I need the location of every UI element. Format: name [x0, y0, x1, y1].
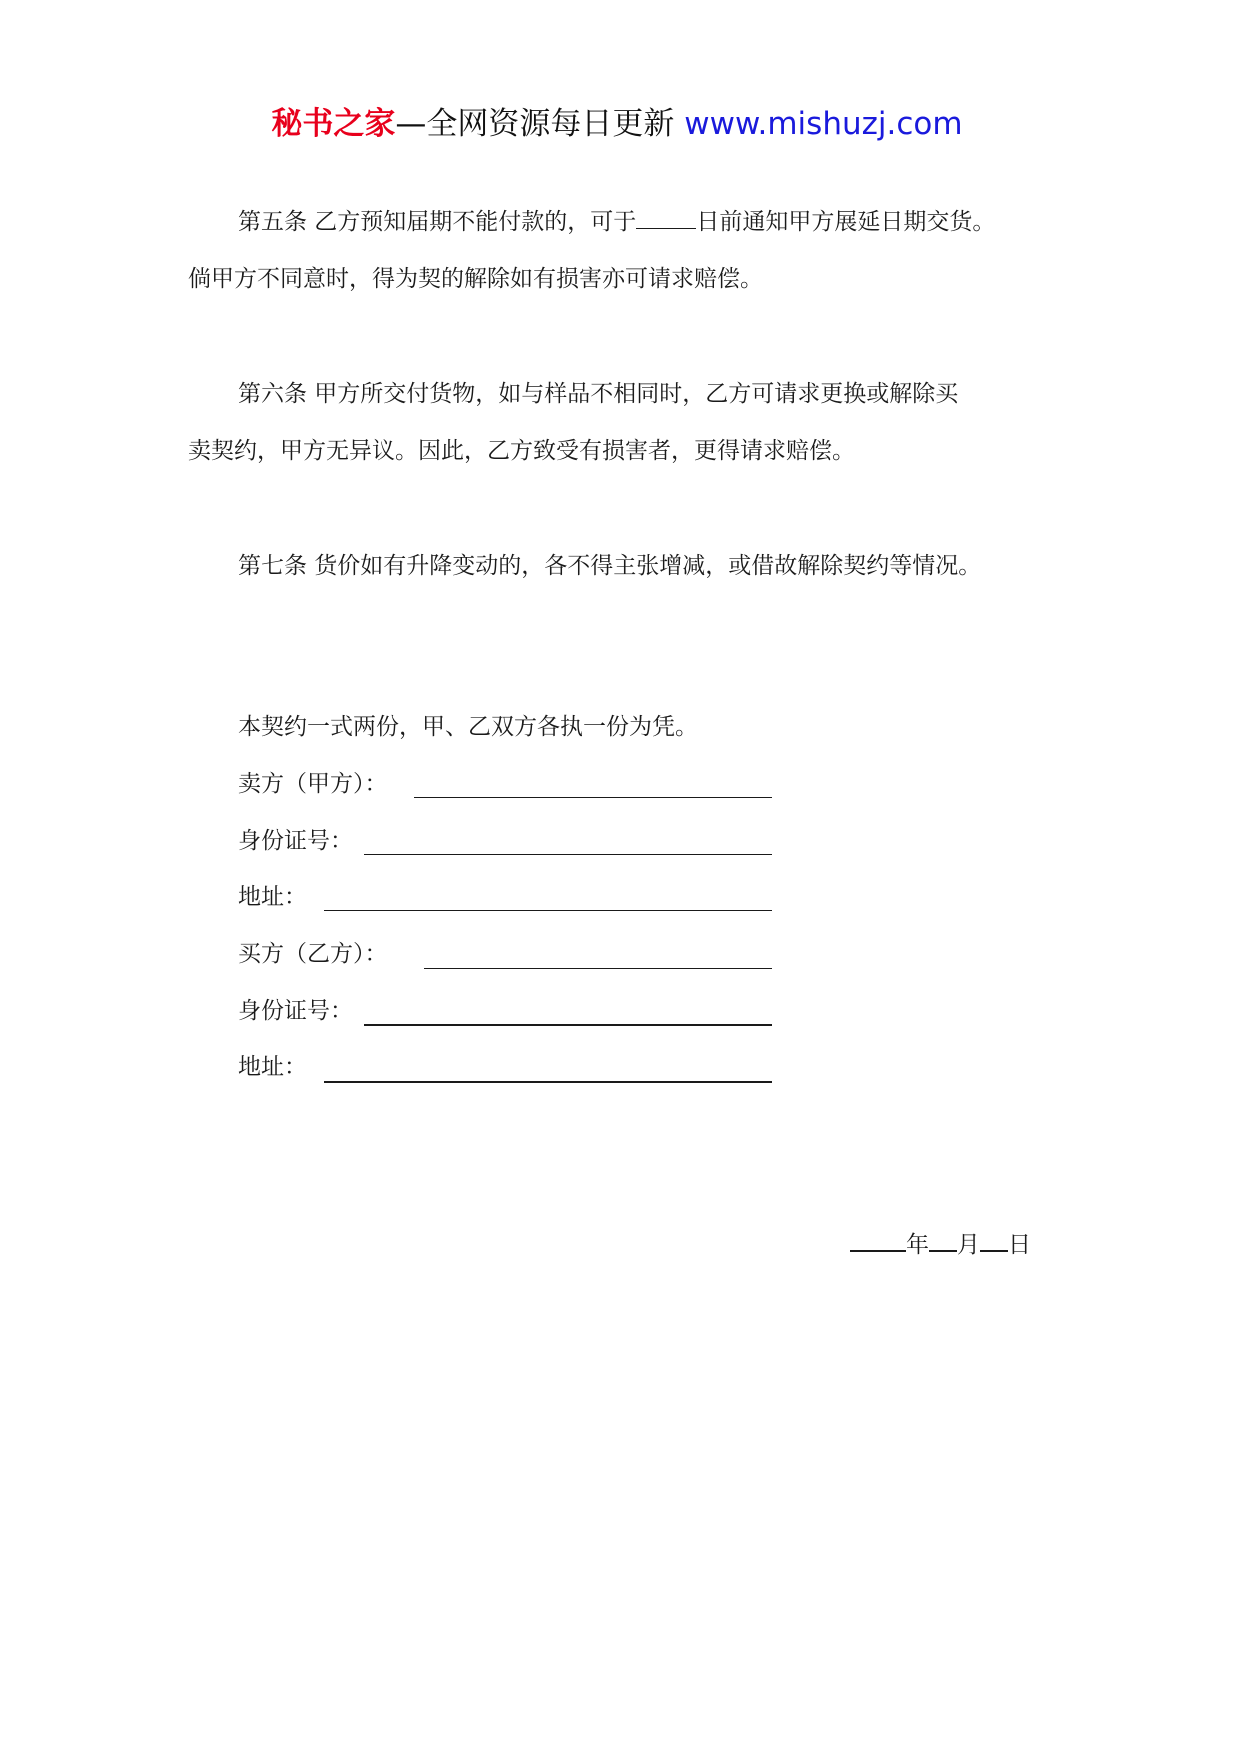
buyer-address-label: 地址： [238, 1054, 307, 1080]
month-blank [929, 1228, 957, 1252]
seller-id-line [364, 854, 772, 855]
day-blank [980, 1228, 1008, 1252]
seller-signature-line [414, 797, 772, 798]
article-6-line-2: 卖契约，甲方无异议。因此，乙方致受有损害者，更得请求赔偿。 [188, 438, 855, 464]
notice-days-blank [636, 204, 696, 229]
article-7-line-1: 第七条 货价如有升降变动的，各不得主张增减，或借故解除契约等情况。 [238, 553, 982, 579]
date-line [850, 1228, 1031, 1260]
year-label: 年 [906, 1232, 929, 1258]
seller-id-label: 身份证号： [238, 828, 353, 854]
article-5-line-2: 倘甲方不同意时，得为契的解除如有损害亦可请求赔偿。 [188, 266, 763, 292]
article-7 [188, 538, 1068, 595]
seller-label: 卖方（甲方）： [238, 771, 388, 797]
site-banner [0, 102, 1234, 146]
buyer-id-label: 身份证号： [238, 998, 353, 1024]
buyer-signature-line [424, 968, 772, 969]
site-url-link[interactable]: www.mishuzj.com [684, 106, 963, 142]
article-5 [188, 194, 1068, 308]
year-blank [850, 1228, 906, 1252]
seller-address-line [324, 910, 772, 911]
article-6 [188, 366, 1068, 480]
copies-clause: 本契约一式两份，甲、乙双方各执一份为凭。 [238, 714, 698, 740]
article-5-line-1 [188, 194, 1068, 251]
article-5-text-after-blank: 日前通知甲方展延日期交货。 [696, 209, 996, 235]
banner-tagline: —全网资源每日更新 [395, 106, 675, 142]
buyer-label: 买方（乙方）： [238, 941, 388, 967]
seller-address-label: 地址： [238, 884, 307, 910]
buyer-address-line [324, 1081, 772, 1083]
article-5-text-before-blank: 第五条 乙方预知届期不能付款的，可于 [238, 209, 637, 235]
month-label: 月 [957, 1232, 980, 1258]
article-6-line-1: 第六条 甲方所交付货物，如与样品不相同时，乙方可请求更换或解除买 [238, 381, 959, 407]
brand-name: 秘书之家 [271, 106, 396, 142]
day-label: 日 [1008, 1232, 1031, 1258]
buyer-id-line [364, 1024, 772, 1026]
